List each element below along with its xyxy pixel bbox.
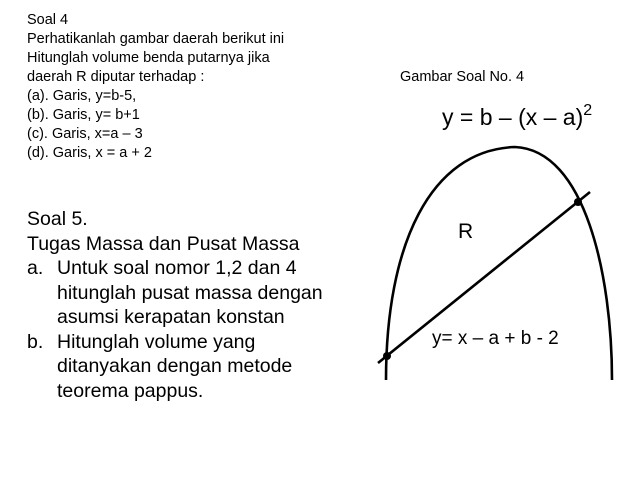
list-item-line: hitunglah pusat massa dengan [57, 281, 323, 304]
list-item-line: Untuk soal nomor 1,2 dan 4 [57, 257, 297, 279]
soal-4-option-a: (a). Garis, y=b-5, [27, 88, 137, 104]
curve-equation-label: y = b – (x – a)$^2$ [442, 102, 593, 130]
list-item-line: Hitunglah volume yang [57, 330, 256, 353]
region-label: R [458, 220, 474, 243]
soal-4-option-b: (b). Garis, y= b+1 [27, 107, 140, 123]
intersection-point-right [574, 198, 582, 206]
soal-4-option-d: (d). Garis, x = a + 2 [27, 145, 152, 161]
intersection-point-left [383, 352, 391, 360]
soal-4-line: Perhatikanlah gambar daerah berikut ini [27, 31, 285, 47]
parabola-diagram [360, 95, 630, 385]
soal-5-item-a [27, 256, 367, 330]
soal-4-title: Soal 4 [27, 12, 69, 28]
soal-5-item-b [27, 330, 367, 404]
list-item-line: asumsi kerapatan konstan [57, 306, 285, 328]
list-item-line: ditanyakan dengan metode [57, 355, 293, 377]
soal-5-title: Soal 5. [27, 208, 88, 230]
soal-4-line: Hitunglah volume benda putarnya jika [27, 50, 270, 66]
figure-caption: Gambar Soal No. 4 [400, 69, 525, 85]
list-item-line: teorema pappus. [57, 379, 204, 402]
soal-4-line: daerah R diputar terhadap : [27, 69, 205, 85]
list-marker: a. [27, 257, 44, 279]
soal-4-block [27, 11, 284, 163]
parabola-figure [360, 95, 630, 385]
line-equation-label: y= x – a + b - 2 [432, 328, 559, 349]
soal-5-subtitle: Tugas Massa dan Pusat Massa [27, 232, 300, 255]
soal-5-block [27, 207, 367, 403]
soal-4-option-c: (c). Garis, x=a – 3 [27, 126, 143, 142]
soal-5-list [27, 256, 367, 403]
list-marker: b. [27, 330, 44, 353]
